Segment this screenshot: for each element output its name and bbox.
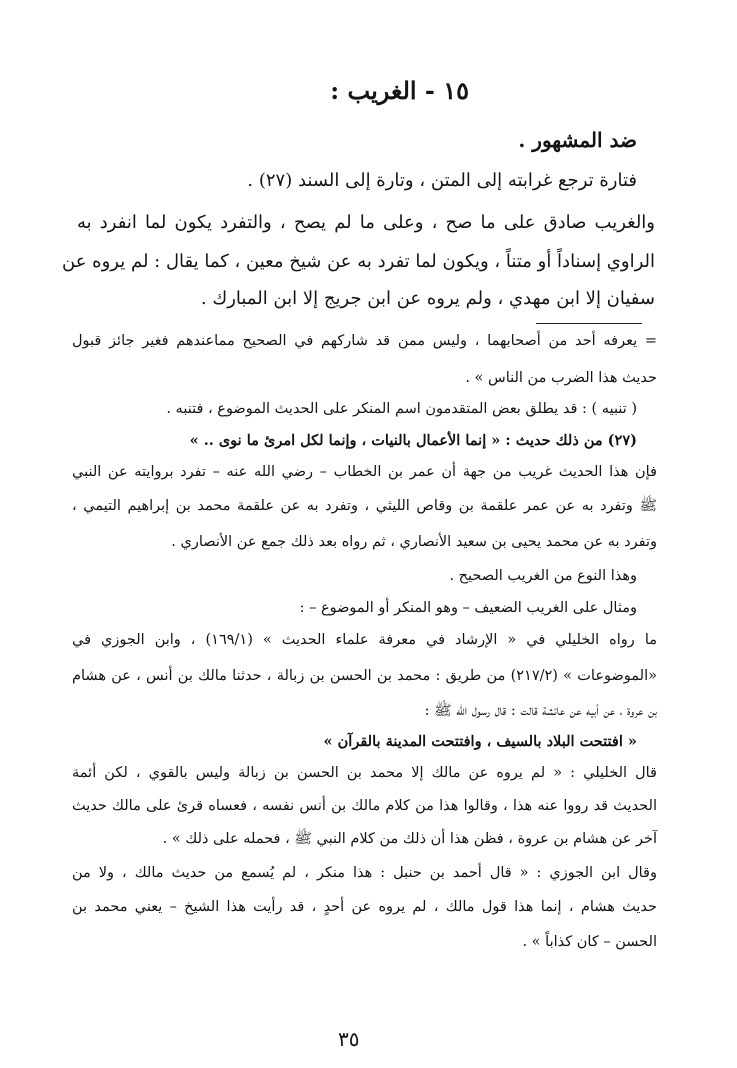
- body-paragraph-line: الراوي إسناداً أو متناً ، ويكون لما تفرد به عن شيخ معين ، كما يقال : لم يروه عن: [62, 251, 655, 272]
- footnote-line: ( تنبيه ) : قد يطلق بعض المتقدمون اسم المنكر على الحديث الموضوع ، فتنبه .: [166, 401, 637, 417]
- body-paragraph-line: سفيان إلا ابن مهدي ، ولم يروه عن ابن جريج إلا ابن المبارك .: [200, 288, 655, 309]
- footnote-line: الحديث قد رووا عنه هذا ، وقالوا هذا من كلام مالك بن أنس نفسه ، فعساه قرئ على مالك حديث: [72, 798, 657, 814]
- body-paragraph-line: فتارة ترجع غرابته إلى المتن ، وتارة إلى السند (٢٧) .: [247, 170, 637, 191]
- footnote-line: وتفرد به عن محمد يحيى بن سعيد الأنصاري ، ثم رواه بعد ذلك جمع عن الأنصاري .: [171, 534, 657, 550]
- page-number: ٣٥: [338, 1027, 360, 1051]
- body-paragraph-line: والغريب صادق على ما صح ، وعلى ما لم يصح ، والتفرد يكون لما انفرد به: [77, 212, 655, 233]
- footnote-line: بن عروة ، عن أبيه عن عائشة قالت : قال رسول الله ﷺ :: [424, 703, 657, 719]
- footnote-line: ﷺ وتفرد به عن عمر علقمة بن وقاص الليثي ، وتفرد به عن علقمة محمد بن إبراهيم التيمي ،: [72, 498, 657, 514]
- footnote-line: حديث هشام ، إنما هذا قول مالك ، لم يروه عن أحدٍ ، قد رأيت هذا الشيخ – يعني محمد بن: [72, 899, 657, 915]
- footnote-line: آخر عن هشام بن عروة ، فظن هذا أن ذلك من كلام النبي ﷺ ، فحمله على ذلك » .: [162, 831, 657, 847]
- footnote-line: ما رواه الخليلي في « الإرشاد في معرفة علماء الحديث » (١٦٩/١) ، وابن الجوزي في: [72, 632, 657, 648]
- footnote-line: ومثال على الغريب الضعيف – وهو المنكر أو الموضوع – :: [299, 600, 637, 616]
- footnote-line: حديث هذا الضرب من الناس » .: [465, 370, 657, 386]
- footnote-line: قال الخليلي : « لم يروه عن مالك إلا محمد بن الحسن بن زبالة وليس بالقوي ، لكن أئمة: [72, 765, 657, 781]
- footnote-line: (٢٧) من ذلك حديث : « إنما الأعمال بالنيات ، وإنما لكل امرئ ما نوى .. »: [189, 432, 637, 449]
- section-heading: ١٥ - الغريب :: [330, 76, 469, 105]
- definition-text: ضد المشهور .: [518, 128, 637, 152]
- footnote-line: فإن هذا الحديث غريب من جهة أن عمر بن الخطاب – رضي الله عنه – تفرد بروايته عن النبي: [72, 464, 657, 480]
- footnote-line: = يعرفه أحد من أصحابهما ، وليس ممن قد شاركهم في الصحيح مماعندهم فغير جائز قبول: [72, 333, 657, 349]
- footnote-line: الحسن – كان كذاباً » .: [522, 934, 657, 950]
- footnote-line: وهذا النوع من الغريب الصحيح .: [449, 568, 637, 584]
- footnote-line: «الموضوعات » (٢١٧/٢) من طريق : محمد بن الحسن بن زبالة ، حدثنا مالك بن أنس ، عن هشام: [72, 668, 657, 684]
- footnote-line: « افتتحت البلاد بالسيف ، وافتتحت المدينة بالقرآن »: [323, 733, 637, 750]
- footnote-line: وقال ابن الجوزي : « قال أحمد بن حنبل : هذا منكر ، لم يُسمع من حديث مالك ، ولا من: [72, 865, 657, 881]
- footnote-separator: [536, 323, 642, 324]
